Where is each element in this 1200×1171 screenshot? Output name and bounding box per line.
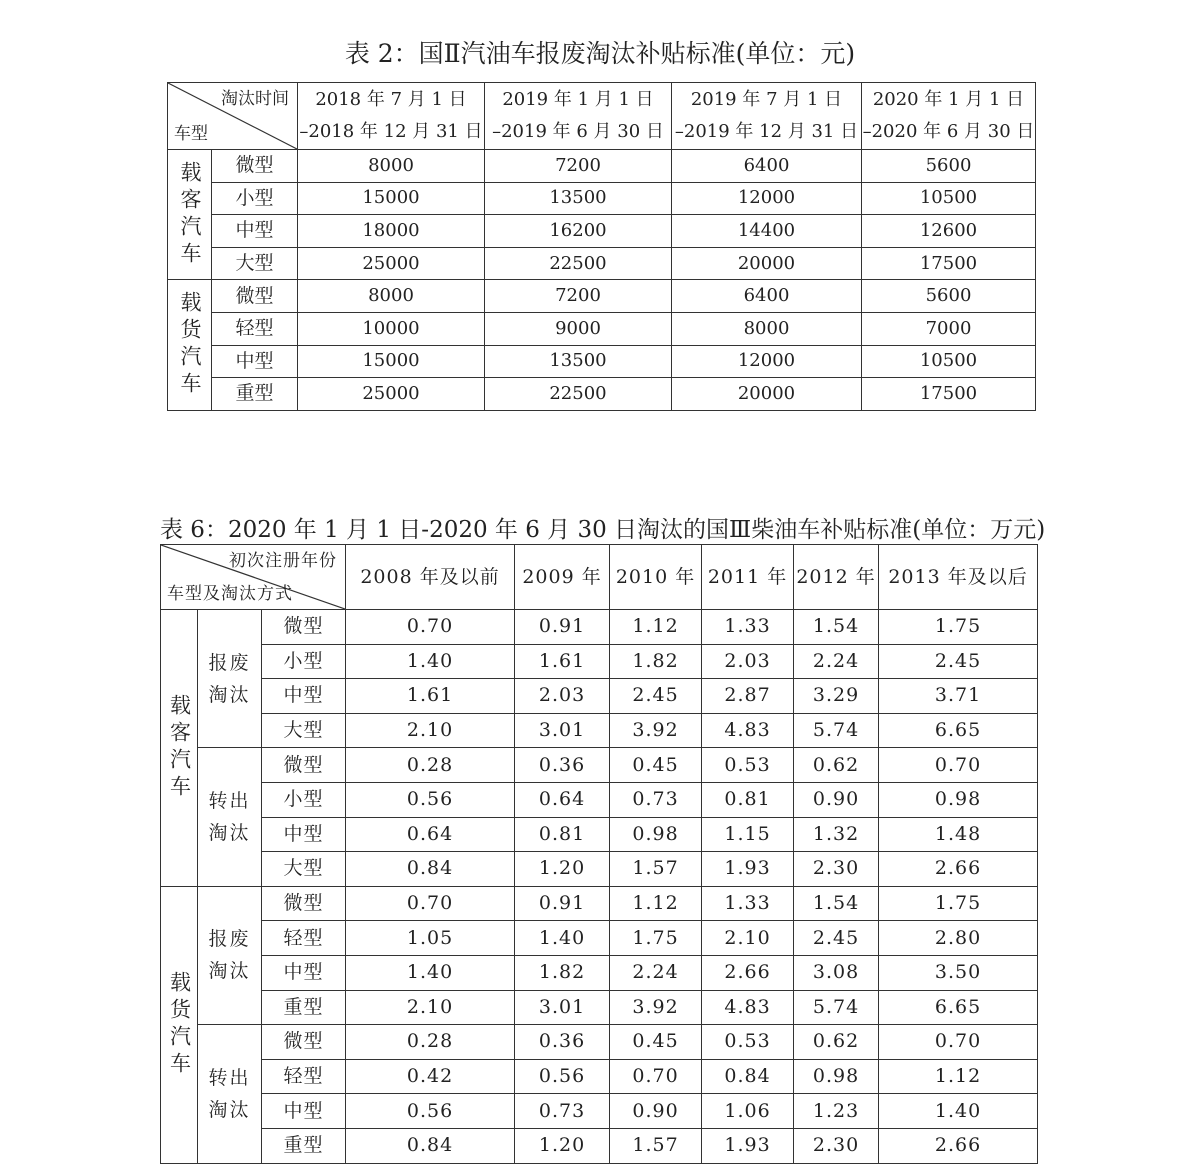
table-row (161, 990, 1038, 1025)
value-cell: 2.24 (610, 955, 702, 990)
column-header-line1: 2018 年 7 月 1 日 (315, 89, 467, 110)
header-row (168, 83, 1036, 150)
vehicle-type: 轻型 (262, 1059, 346, 1094)
value-cell: 1.40 (346, 955, 515, 990)
value-cell: 17500 (862, 247, 1036, 280)
value-cell: 3.71 (879, 679, 1038, 714)
value-cell: 3.29 (794, 679, 879, 714)
value-cell: 1.33 (702, 886, 794, 921)
value-cell: 12600 (862, 215, 1036, 248)
value-cell: 3.92 (610, 990, 702, 1025)
value-cell: 12000 (672, 182, 862, 215)
value-cell: 15000 (298, 182, 485, 215)
column-header-line2: –2018 年 12 月 31 日 (299, 121, 483, 142)
vehicle-type: 大型 (262, 852, 346, 887)
value-cell: 7200 (485, 150, 672, 183)
table-row (168, 247, 1036, 280)
value-cell: 0.36 (515, 1025, 610, 1060)
value-cell: 2.03 (515, 679, 610, 714)
value-cell: 1.23 (794, 1094, 879, 1129)
method-label-cell (198, 748, 262, 886)
value-cell: 22500 (485, 247, 672, 280)
value-cell: 2.10 (702, 921, 794, 956)
diesel-subsidy-table (160, 544, 1038, 1164)
table-row (168, 280, 1036, 313)
value-cell: 6400 (672, 280, 862, 313)
value-cell: 5600 (862, 150, 1036, 183)
value-cell: 2.03 (702, 644, 794, 679)
corner-header-cell (161, 545, 346, 610)
value-cell: 15000 (298, 345, 485, 378)
value-cell: 0.81 (702, 782, 794, 817)
vehicle-type: 微型 (212, 280, 298, 313)
table-row (161, 644, 1038, 679)
value-cell: 0.28 (346, 748, 515, 783)
table-row (161, 1094, 1038, 1129)
value-cell: 13500 (485, 345, 672, 378)
value-cell: 5600 (862, 280, 1036, 313)
value-cell: 0.62 (794, 748, 879, 783)
column-header-line2: –2019 年 6 月 30 日 (492, 121, 664, 142)
value-cell: 5.74 (794, 990, 879, 1025)
value-cell: 1.75 (610, 921, 702, 956)
vehicle-type: 中型 (212, 215, 298, 248)
column-header: 2013 年及以后 (879, 545, 1038, 610)
value-cell: 4.83 (702, 713, 794, 748)
value-cell: 1.75 (879, 886, 1038, 921)
value-cell: 0.62 (794, 1025, 879, 1060)
value-cell: 22500 (485, 378, 672, 411)
value-cell: 5.74 (794, 713, 879, 748)
method-label-cell (198, 886, 262, 1024)
group-label-cell (161, 610, 198, 887)
table2-title: 表 6：2020 年 1 月 1 日-2020 年 6 月 30 日淘汰的国Ⅲ柴油车补贴标准(单位：万元) (160, 517, 1046, 543)
value-cell: 0.91 (515, 610, 610, 645)
value-cell: 12000 (672, 345, 862, 378)
column-header: 2010 年 (610, 545, 702, 610)
value-cell: 0.98 (610, 817, 702, 852)
value-cell: 13500 (485, 182, 672, 215)
value-cell: 25000 (298, 247, 485, 280)
value-cell: 2.24 (794, 644, 879, 679)
column-header (298, 83, 485, 150)
vehicle-type: 轻型 (262, 921, 346, 956)
value-cell: 0.36 (515, 748, 610, 783)
table-row (161, 886, 1038, 921)
table-row (168, 378, 1036, 411)
value-cell: 7000 (862, 312, 1036, 345)
value-cell: 0.45 (610, 748, 702, 783)
value-cell: 2.66 (879, 852, 1038, 887)
value-cell: 0.90 (610, 1094, 702, 1129)
value-cell: 0.70 (346, 610, 515, 645)
value-cell: 0.73 (610, 782, 702, 817)
value-cell: 9000 (485, 312, 672, 345)
table-row (168, 215, 1036, 248)
group-label-cell (168, 280, 212, 410)
column-header (485, 83, 672, 150)
value-cell: 0.28 (346, 1025, 515, 1060)
table-row (161, 817, 1038, 852)
value-cell: 1.33 (702, 610, 794, 645)
value-cell: 0.64 (346, 817, 515, 852)
vehicle-type: 中型 (262, 817, 346, 852)
value-cell: 3.50 (879, 955, 1038, 990)
value-cell: 1.20 (515, 852, 610, 887)
vehicle-type: 小型 (262, 782, 346, 817)
group-label-cell (168, 150, 212, 280)
vehicle-type: 重型 (262, 1128, 346, 1163)
value-cell: 14400 (672, 215, 862, 248)
value-cell: 20000 (672, 378, 862, 411)
value-cell: 25000 (298, 378, 485, 411)
table-row (161, 1128, 1038, 1163)
value-cell: 10500 (862, 182, 1036, 215)
table-row (161, 921, 1038, 956)
value-cell: 0.42 (346, 1059, 515, 1094)
table-row (168, 345, 1036, 378)
value-cell: 7200 (485, 280, 672, 313)
value-cell: 2.10 (346, 990, 515, 1025)
vehicle-type: 中型 (262, 679, 346, 714)
value-cell: 20000 (672, 247, 862, 280)
value-cell: 2.87 (702, 679, 794, 714)
value-cell: 3.01 (515, 990, 610, 1025)
value-cell: 2.80 (879, 921, 1038, 956)
method-label: 转出淘汰 (208, 1066, 251, 1121)
vehicle-type: 重型 (262, 990, 346, 1025)
corner-bottom-label: 车型 (174, 124, 208, 144)
vehicle-type: 微型 (262, 610, 346, 645)
value-cell: 0.81 (515, 817, 610, 852)
value-cell: 3.08 (794, 955, 879, 990)
value-cell: 1.48 (879, 817, 1038, 852)
value-cell: 4.83 (702, 990, 794, 1025)
vehicle-type: 微型 (262, 1025, 346, 1060)
value-cell: 1.12 (610, 886, 702, 921)
table-row (161, 1025, 1038, 1060)
value-cell: 1.57 (610, 852, 702, 887)
value-cell: 0.70 (346, 886, 515, 921)
column-header: 2012 年 (794, 545, 879, 610)
table-row (161, 713, 1038, 748)
value-cell: 0.56 (515, 1059, 610, 1094)
value-cell: 10000 (298, 312, 485, 345)
value-cell: 3.01 (515, 713, 610, 748)
table-row (161, 782, 1038, 817)
group-label: 载货汽车 (167, 970, 192, 1079)
value-cell: 0.91 (515, 886, 610, 921)
column-header-line1: 2019 年 1 月 1 日 (502, 89, 654, 110)
value-cell: 2.45 (610, 679, 702, 714)
table-row (161, 610, 1038, 645)
table-row (161, 1059, 1038, 1094)
value-cell: 0.70 (879, 1025, 1038, 1060)
value-cell: 0.64 (515, 782, 610, 817)
value-cell: 0.84 (346, 1128, 515, 1163)
value-cell: 1.93 (702, 852, 794, 887)
value-cell: 1.20 (515, 1128, 610, 1163)
value-cell: 3.92 (610, 713, 702, 748)
value-cell: 1.54 (794, 886, 879, 921)
value-cell: 2.45 (879, 644, 1038, 679)
corner-top-label: 初次注册年份 (229, 551, 338, 571)
value-cell: 1.32 (794, 817, 879, 852)
value-cell: 8000 (672, 312, 862, 345)
group-label-cell (161, 886, 198, 1163)
value-cell: 2.30 (794, 852, 879, 887)
header-row (161, 545, 1038, 610)
value-cell: 2.10 (346, 713, 515, 748)
method-label-cell (198, 1025, 262, 1163)
value-cell: 2.30 (794, 1128, 879, 1163)
value-cell: 1.57 (610, 1128, 702, 1163)
value-cell: 0.53 (702, 748, 794, 783)
value-cell: 0.56 (346, 1094, 515, 1129)
method-label: 报废淘汰 (208, 651, 251, 706)
column-header (862, 83, 1036, 150)
vehicle-type: 中型 (262, 955, 346, 990)
vehicle-type: 微型 (262, 886, 346, 921)
method-label-cell (198, 610, 262, 748)
value-cell: 1.61 (346, 679, 515, 714)
value-cell: 1.06 (702, 1094, 794, 1129)
corner-top-label: 淘汰时间 (221, 89, 289, 109)
value-cell: 0.70 (879, 748, 1038, 783)
corner-bottom-label: 车型及淘汰方式 (167, 584, 293, 604)
vehicle-type: 微型 (212, 150, 298, 183)
value-cell: 0.53 (702, 1025, 794, 1060)
table-row (161, 679, 1038, 714)
value-cell: 1.75 (879, 610, 1038, 645)
column-header: 2009 年 (515, 545, 610, 610)
value-cell: 1.93 (702, 1128, 794, 1163)
value-cell: 1.82 (610, 644, 702, 679)
table-row (161, 748, 1038, 783)
value-cell: 1.40 (346, 644, 515, 679)
vehicle-type: 中型 (212, 345, 298, 378)
vehicle-type: 小型 (212, 182, 298, 215)
vehicle-type: 轻型 (212, 312, 298, 345)
method-label: 报废淘汰 (208, 928, 251, 983)
table-row (161, 955, 1038, 990)
value-cell: 1.82 (515, 955, 610, 990)
value-cell: 1.40 (515, 921, 610, 956)
value-cell: 0.56 (346, 782, 515, 817)
value-cell: 0.90 (794, 782, 879, 817)
value-cell: 17500 (862, 378, 1036, 411)
value-cell: 0.98 (879, 782, 1038, 817)
value-cell: 1.61 (515, 644, 610, 679)
value-cell: 1.40 (879, 1094, 1038, 1129)
value-cell: 8000 (298, 150, 485, 183)
vehicle-type: 中型 (262, 1094, 346, 1129)
value-cell: 2.66 (879, 1128, 1038, 1163)
column-header: 2011 年 (702, 545, 794, 610)
vehicle-type: 微型 (262, 748, 346, 783)
table1-title: 表 2：国Ⅱ汽油车报废淘汰补贴标准(单位：元) (344, 39, 856, 68)
value-cell: 0.98 (794, 1059, 879, 1094)
table-row (168, 150, 1036, 183)
value-cell: 0.84 (346, 852, 515, 887)
value-cell: 0.84 (702, 1059, 794, 1094)
value-cell: 6.65 (879, 990, 1038, 1025)
column-header: 2008 年及以前 (346, 545, 515, 610)
vehicle-type: 重型 (212, 378, 298, 411)
column-header (672, 83, 862, 150)
value-cell: 0.73 (515, 1094, 610, 1129)
value-cell: 6400 (672, 150, 862, 183)
table-row (168, 312, 1036, 345)
group-label: 载客汽车 (167, 693, 192, 802)
value-cell: 1.54 (794, 610, 879, 645)
value-cell: 16200 (485, 215, 672, 248)
column-header-line1: 2020 年 1 月 1 日 (872, 89, 1025, 110)
method-label: 转出淘汰 (208, 790, 251, 845)
value-cell: 1.15 (702, 817, 794, 852)
vehicle-type: 大型 (212, 247, 298, 280)
group-label: 载货汽车 (178, 291, 202, 400)
value-cell: 1.12 (879, 1059, 1038, 1094)
vehicle-type: 大型 (262, 713, 346, 748)
value-cell: 2.66 (702, 955, 794, 990)
value-cell: 1.12 (610, 610, 702, 645)
vehicle-type: 小型 (262, 644, 346, 679)
value-cell: 10500 (862, 345, 1036, 378)
corner-header-cell (168, 83, 298, 150)
value-cell: 2.45 (794, 921, 879, 956)
value-cell: 0.45 (610, 1025, 702, 1060)
column-header-line1: 2019 年 7 月 1 日 (690, 89, 843, 110)
value-cell: 0.70 (610, 1059, 702, 1094)
column-header-line2: –2020 年 6 月 30 日 (862, 121, 1035, 142)
table-row (161, 852, 1038, 887)
table-row (168, 182, 1036, 215)
value-cell: 1.05 (346, 921, 515, 956)
value-cell: 6.65 (879, 713, 1038, 748)
group-label: 载客汽车 (178, 160, 202, 269)
gasoline-subsidy-table (167, 82, 1036, 411)
value-cell: 8000 (298, 280, 485, 313)
value-cell: 18000 (298, 215, 485, 248)
column-header-line2: –2019 年 12 月 31 日 (674, 121, 859, 142)
